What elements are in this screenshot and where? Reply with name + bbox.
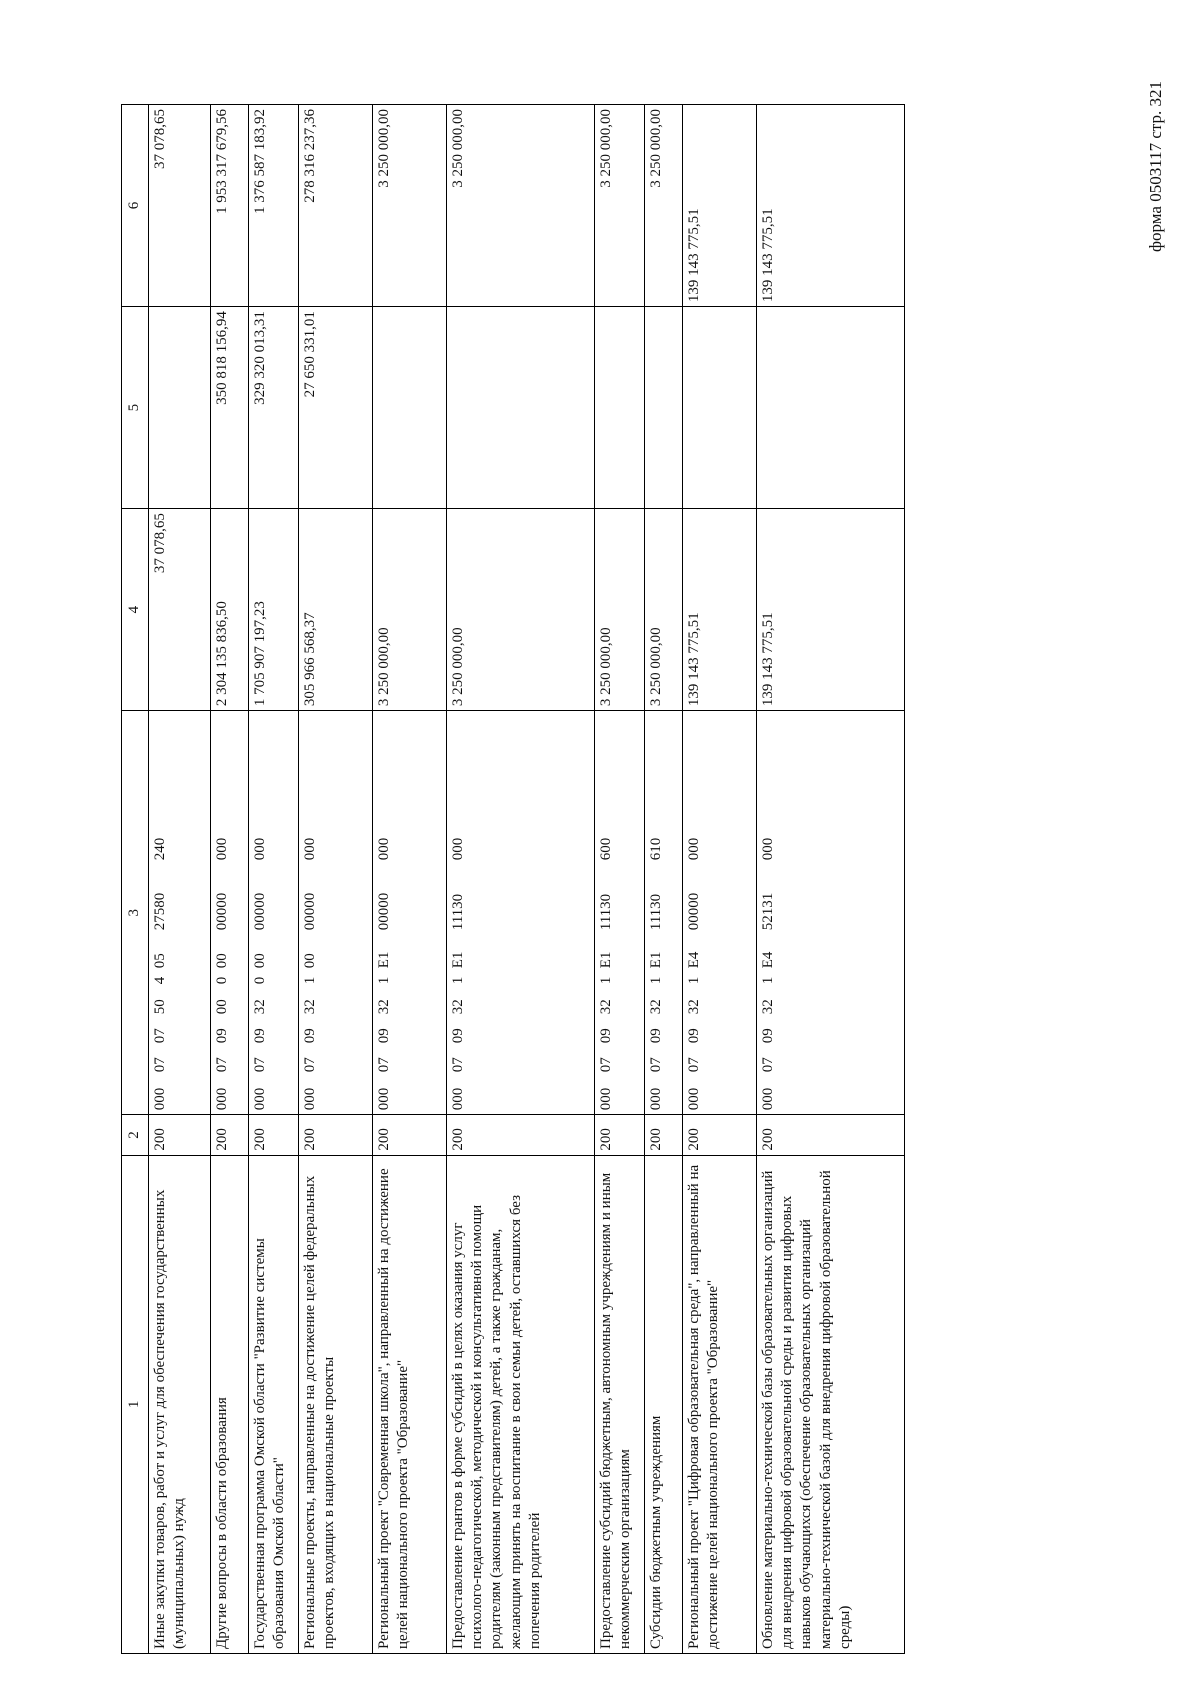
row-kbk-cell [447,711,595,1115]
kbk-code-group [151,715,170,1110]
row-col4-cell: 305 966 568,37 [299,509,373,711]
row-name-cell: Обновление материально-технической базы образовательных организаций для внедрения цифровой образовательной среды и развития цифровых навыков обучающихся (обеспечение образовательных организаций материально-технической базой для внедрения цифровой образовательной среды) [757,1155,905,1653]
header-col-5: 5 [122,307,149,509]
row-col6-cell: 1 376 587 183,92 [249,105,299,307]
kbk-code-group [301,715,320,1110]
row-name-cell: Региональные проекты, направленные на достижение целей федеральных проектов, входящих в национальные проекты [299,1155,373,1653]
form-caption: форма 0503117 стр. 321 [1146,81,1165,252]
kbk-segment: 07 [152,1057,168,1073]
kbk-segment: 000 [214,1087,230,1111]
kbk-segment: 32 [598,999,614,1015]
row-name-cell: Предоставление субсидий бюджетным, автономным учреждениям и иным некоммерческим организациям [595,1155,645,1653]
kbk-segment: 1 [760,976,776,985]
kbk-segment: 000 [252,837,268,861]
kbk-segment: 610 [648,837,664,861]
row-col6-cell: 3 250 000,00 [645,105,683,307]
row-code-cell: 200 [595,1115,645,1155]
row-col5-cell [757,307,905,509]
kbk-segment: 00000 [302,892,318,931]
kbk-segment: 000 [760,837,776,861]
kbk-segment: 07 [760,1057,776,1073]
row-col5-cell [683,307,757,509]
row-code-cell: 200 [683,1115,757,1155]
row-name-cell: Иные закупки товаров, работ и услуг для обеспечения государственных (муниципальных) нужд [149,1155,211,1653]
kbk-segment: 32 [302,999,318,1015]
kbk-segment: 000 [152,1087,168,1111]
kbk-segment: 32 [760,999,776,1015]
row-col5-cell [149,307,211,509]
table-row [211,105,249,1654]
kbk-segment: 09 [302,1028,318,1044]
row-col5-cell: 350 818 156,94 [211,307,249,509]
kbk-segment: 000 [450,1087,466,1111]
row-col4-cell: 3 250 000,00 [447,509,595,711]
kbk-segment: 00000 [214,892,230,931]
kbk-segment: 07 [252,1057,268,1073]
kbk-code-group [449,715,468,1110]
table-row [149,105,211,1654]
row-col6-cell: 3 250 000,00 [447,105,595,307]
kbk-segment: 11130 [598,893,614,931]
row-col4-cell: 2 304 135 836,50 [211,509,249,711]
kbk-code-group [375,715,394,1110]
kbk-segment: 000 [302,1087,318,1111]
row-code-cell: 200 [211,1115,249,1155]
table-body [149,105,905,1654]
kbk-segment: 32 [252,999,268,1015]
row-col5-cell: 329 320 013,31 [249,307,299,509]
kbk-segment: 07 [152,1028,168,1044]
row-col6-cell: 3 250 000,00 [595,105,645,307]
kbk-segment: 32 [648,999,664,1015]
table-row [757,105,905,1654]
kbk-segment: 000 [450,837,466,861]
kbk-segment: 000 [302,837,318,861]
row-code-cell: 200 [645,1115,683,1155]
kbk-segment: E1 [648,951,664,969]
kbk-segment: E4 [686,951,702,969]
kbk-segment: 000 [376,837,392,861]
table-row [595,105,645,1654]
kbk-segment: 00 [252,953,268,969]
kbk-code-group [759,715,778,1110]
kbk-segment: 1 [450,976,466,985]
kbk-segment: 0 [214,976,230,985]
row-code-cell: 200 [249,1115,299,1155]
row-col5-cell [447,307,595,509]
row-col4-cell: 139 143 775,51 [757,509,905,711]
row-kbk-cell [249,711,299,1115]
kbk-segment: 32 [450,999,466,1015]
row-kbk-cell [645,711,683,1115]
kbk-segment: 000 [252,1087,268,1111]
row-kbk-cell [373,711,447,1115]
kbk-segment: E4 [760,951,776,969]
kbk-segment: 07 [648,1057,664,1073]
table-row [683,105,757,1654]
table-row [249,105,299,1654]
kbk-segment: 07 [598,1057,614,1073]
kbk-segment: 00000 [252,892,268,931]
kbk-segment: 1 [686,976,702,985]
kbk-segment: 09 [252,1028,268,1044]
row-col6-cell: 1 953 317 679,56 [211,105,249,307]
row-col5-cell [595,307,645,509]
kbk-segment: 00 [214,999,230,1015]
kbk-segment: 09 [598,1028,614,1044]
kbk-segment: 000 [648,1087,664,1111]
row-col5-cell [645,307,683,509]
kbk-segment: 000 [598,1087,614,1111]
kbk-code-group [251,715,270,1110]
row-col5-cell [373,307,447,509]
kbk-segment: 00 [214,953,230,969]
row-col6-cell: 37 078,65 [149,105,211,307]
kbk-segment: 32 [686,999,702,1015]
kbk-segment: 1 [598,976,614,985]
kbk-segment: 000 [760,1087,776,1111]
row-col6-cell: 139 143 775,51 [757,105,905,307]
header-col-6: 6 [122,105,149,307]
kbk-segment: 00000 [686,892,702,931]
row-kbk-cell [757,711,905,1115]
kbk-segment: 11130 [648,893,664,931]
kbk-code-group [685,715,704,1110]
row-col4-cell: 3 250 000,00 [645,509,683,711]
header-col-1: 1 [122,1155,149,1653]
row-col6-cell: 3 250 000,00 [373,105,447,307]
row-name-cell: Региональный проект "Современная школа", направленный на достижение целей национального проекта "Образование" [373,1155,447,1653]
table-row [447,105,595,1654]
row-col4-cell: 37 078,65 [149,509,211,711]
row-col4-cell: 3 250 000,00 [595,509,645,711]
header-col-4: 4 [122,509,149,711]
kbk-code-group [213,715,232,1110]
kbk-segment: 50 [152,999,168,1015]
row-col6-cell: 139 143 775,51 [683,105,757,307]
row-name-cell: Предоставление грантов в форме субсидий в целях оказания услуг психолого-педагогической, методической и консультативной помощи родителям (законным представителям) детей, а также гражданам, желающим принять на воспитание в свои семьи детей, оставшихся без попечения родителей [447,1155,595,1653]
kbk-segment: 32 [376,999,392,1015]
row-code-cell: 200 [373,1115,447,1155]
kbk-segment: 07 [686,1057,702,1073]
row-kbk-cell [211,711,249,1115]
table-row [373,105,447,1654]
header-row [122,105,149,1654]
row-name-cell: Региональный проект "Цифровая образовательная среда", направленный на достижение целей национального проекта "Образование" [683,1155,757,1653]
kbk-segment: 000 [376,1087,392,1111]
row-code-cell: 200 [299,1115,373,1155]
row-kbk-cell [595,711,645,1115]
table-row [645,105,683,1654]
row-kbk-cell [149,711,211,1115]
header-col-3: 3 [122,711,149,1115]
kbk-segment: 07 [302,1057,318,1073]
kbk-segment: E1 [450,951,466,969]
kbk-segment: 1 [302,976,318,985]
kbk-segment: 0 [252,976,268,985]
table-header [122,105,149,1654]
row-col5-cell: 27 650 331,01 [299,307,373,509]
kbk-segment: 27580 [152,892,168,931]
row-col6-cell: 278 316 237,36 [299,105,373,307]
kbk-segment: 52131 [760,892,776,931]
kbk-segment: 09 [376,1028,392,1044]
kbk-segment: 4 [152,976,168,985]
kbk-segment: 1 [648,976,664,985]
kbk-segment: 09 [648,1028,664,1044]
kbk-segment: 000 [686,1087,702,1111]
kbk-segment: 09 [214,1028,230,1044]
row-col4-cell: 1 705 907 197,23 [249,509,299,711]
kbk-segment: 09 [450,1028,466,1044]
kbk-segment: 00000 [376,892,392,931]
kbk-segment: 07 [450,1057,466,1073]
kbk-segment: 07 [376,1057,392,1073]
kbk-segment: 07 [214,1057,230,1073]
kbk-segment: E1 [376,951,392,969]
kbk-segment: 05 [152,953,168,969]
row-kbk-cell [683,711,757,1115]
kbk-segment: 000 [214,837,230,861]
row-kbk-cell [299,711,373,1115]
header-col-2: 2 [122,1115,149,1155]
table-container [121,104,1101,1654]
row-name-cell: Государственная программа Омской области "Развитие системы образования Омской области" [249,1155,299,1653]
row-code-cell: 200 [757,1115,905,1155]
kbk-code-group [597,715,616,1110]
kbk-segment: 600 [598,837,614,861]
kbk-segment: 09 [760,1028,776,1044]
kbk-segment: 1 [376,976,392,985]
kbk-segment: 240 [152,837,168,861]
row-code-cell: 200 [149,1115,211,1155]
row-code-cell: 200 [447,1115,595,1155]
row-col4-cell: 139 143 775,51 [683,509,757,711]
table-row [299,105,373,1654]
kbk-segment: 09 [686,1028,702,1044]
row-name-cell: Другие вопросы в области образования [211,1155,249,1653]
kbk-segment: 00 [302,953,318,969]
kbk-segment: E1 [598,951,614,969]
row-name-cell: Субсидии бюджетным учреждениям [645,1155,683,1653]
budget-table [121,104,905,1654]
kbk-segment: 11130 [450,893,466,931]
row-col4-cell: 3 250 000,00 [373,509,447,711]
kbk-code-group [647,715,666,1110]
kbk-segment: 000 [686,837,702,861]
